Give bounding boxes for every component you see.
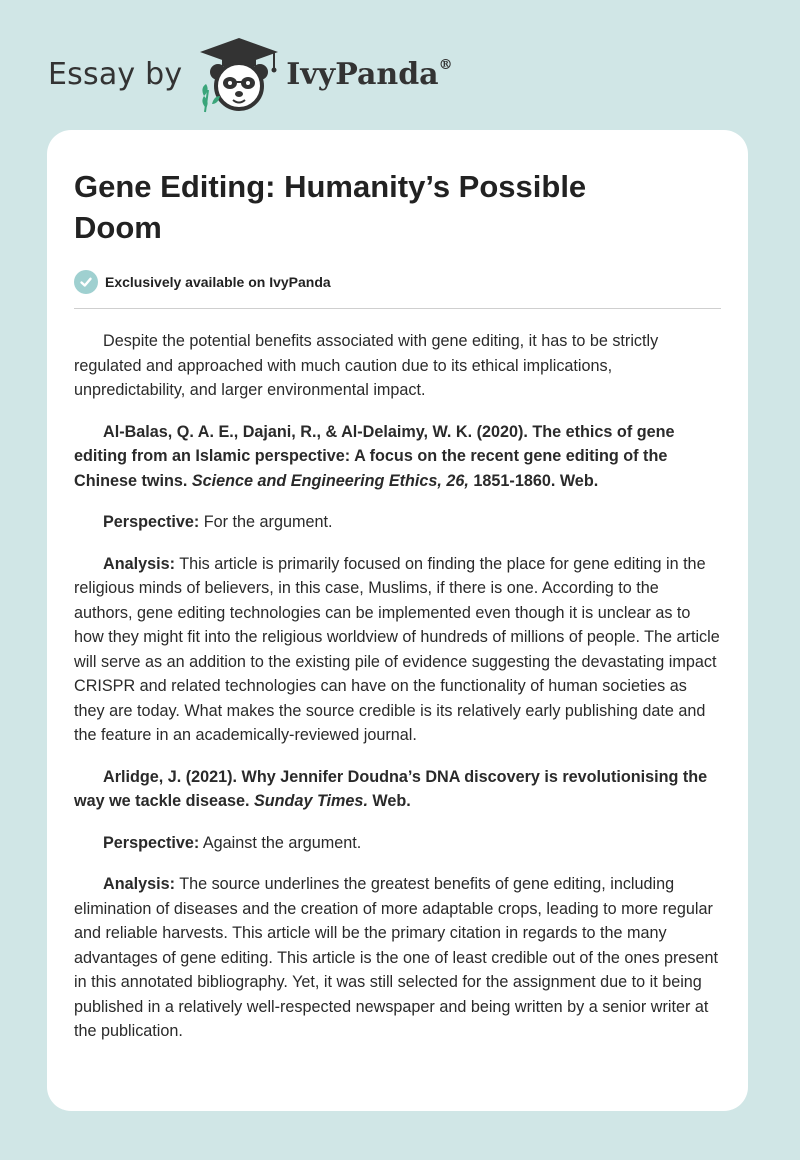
panda-graduate-icon: [196, 34, 282, 114]
citation-1-source: Science and Engineering Ethics, 26,: [191, 471, 469, 490]
perspective-2: Perspective: Against the argument.: [103, 833, 362, 852]
essay-by-label: Essay by: [48, 56, 183, 92]
citation-2: Arlidge, J. (2021). Why Jennifer Doudna’s DNA discovery is revolutionising the way we tackle disease. Sunday Times. Web.: [74, 767, 708, 810]
ivypanda-logo[interactable]: [196, 34, 452, 114]
analysis-2: Analysis: The source underlines the greatest benefits of gene editing, including elimination of diseases and the creation of more adaptable crops, leading to more regular and reliable harvests. This article will be the primary citation in regards to the many advantages of gene editing. This article is the one of least credible out of the ones present in this annotated bibliography. Yet, it was still selected for the assignment due to it being published in a relatively well-respected newspaper and being written by a senior writer at the publication.: [74, 875, 719, 1040]
analysis-label: Analysis:: [103, 554, 175, 573]
analysis-label: Analysis:: [103, 875, 175, 893]
perspective-label: Perspective:: [103, 513, 200, 531]
brand-name: IvyPanda®: [286, 56, 453, 92]
registered-mark: ®: [438, 56, 453, 73]
exclusive-label: Exclusively available on IvyPanda: [105, 274, 331, 290]
intro-paragraph: Despite the potential benefits associated with gene editing, it has to be strictly regulated and approached with much caution due to its ethical implications, unpredictability, and larger environmental impact.: [74, 332, 659, 399]
citation-2-source: Sunday Times.: [253, 792, 368, 810]
page-title: Gene Editing: Humanity’s Possible Doom: [74, 169, 587, 245]
site-header: [48, 34, 453, 114]
essay-card: [47, 130, 748, 1111]
analysis-1: Analysis: This article is primarily focused on finding the place for gene editing in the religious minds of believers, in this case, Muslims, if there is one. According to the authors, gene editing technologies can be implemented even though it is unclear as to how they might fit into the religious worldview of hundreds of millions of people. The article will serve as an addition to the existing pile of evidence suggesting the devastating impact CRISPR and related technologies can have on the functionality of human societies as they are today. What makes the source credible is its relatively early publishing date and the feature in an academically-reviewed journal.: [74, 554, 720, 744]
citation-1: Al-Balas, Q. A. E., Dajani, R., & Al-Delaimy, W. K. (2020). The ethics of gene editing from an Islamic perspective: A focus on the recent gene editing of the Chinese twins. Science and Engineering Ethics, 26, 1851-1860. Web.: [74, 422, 675, 490]
exclusive-badge-row: [74, 270, 721, 309]
essay-body: [74, 329, 721, 1044]
perspective-1: Perspective: For the argument.: [103, 513, 333, 531]
check-icon: [74, 270, 98, 294]
perspective-label: Perspective:: [103, 833, 200, 852]
